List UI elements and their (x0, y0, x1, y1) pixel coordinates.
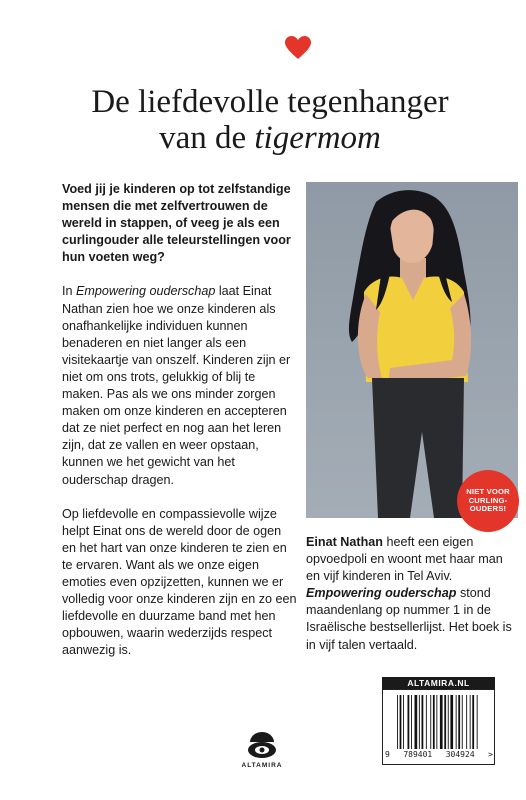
blurb-intro: Voed jij je kinderen op tot zelfstandige mensen die met zelfvertrouwen de wereld in stappen, of veeg je als een curlingouder alle teleurstellingen voor hun voeten weg? (62, 182, 291, 265)
website-label: ALTAMIRA.NL (382, 677, 495, 689)
book-title-inline: Empowering ouderschap (76, 284, 216, 299)
barcode-box (382, 689, 495, 765)
author-bio: Einat Nathan heeft een eigen opvoedpoli en woont met haar man en vijf kinderen in Tel Aviv. Empowering ouderschap stond maandenlang op nummer 1 in de Israëlische bestsellerlijst. Het boek is in vijf talen vertaald. (306, 535, 512, 652)
sticker-badge (457, 470, 519, 532)
title-emphasis: tigermom (254, 120, 381, 156)
publisher-name: ALTAMIRA (241, 762, 283, 769)
blurb-paragraph-2: In Empowering ouderschap laat Einat Nathan zien hoe we onze kinderen als onafhankelijke individuen kunnen benaderen en niet langer als een visitekaartje van onszelf. Kinderen zijn er niet om ons trots, gelukkig of blij te maken. Pas als we ons minder zorgen maken om onze kinderen en accepteren dat ze niet perfect en nog aan het leren zijn, dat ze vallen en weer opstaan, kunnen we het gewicht van het ouderschap dragen. (62, 284, 291, 487)
isbn-number: 9 789401 304924 > (385, 750, 493, 759)
badge-text: NIET VOOR CURLING-OUDERS! (466, 487, 510, 514)
cover-title (60, 84, 480, 156)
book-title-bio: Empowering ouderschap (306, 586, 457, 601)
heart-icon (285, 36, 311, 60)
barcode (397, 695, 482, 749)
publisher-logo-icon (240, 730, 284, 760)
title-line-2: van de tigermom (159, 120, 381, 156)
blurb-column (62, 181, 298, 676)
title-line-1: De liefdevolle tegenhanger (91, 84, 449, 120)
author-photo (306, 182, 518, 518)
author-name: Einat Nathan (306, 535, 383, 549)
blurb-paragraph-3: Op liefdevolle en compassievolle wijze helpt Einat ons de wereld door de ogen en het hart van onze kinderen te zien en te ervaren. Want als we onze eigen emoties even opzijzetten, kunnen we er volledig voor onze kinderen zijn en zo een liefdevolle en duurzame band met hen opbouwen, waarin wederzijds respect aanwezig is. (62, 506, 297, 658)
